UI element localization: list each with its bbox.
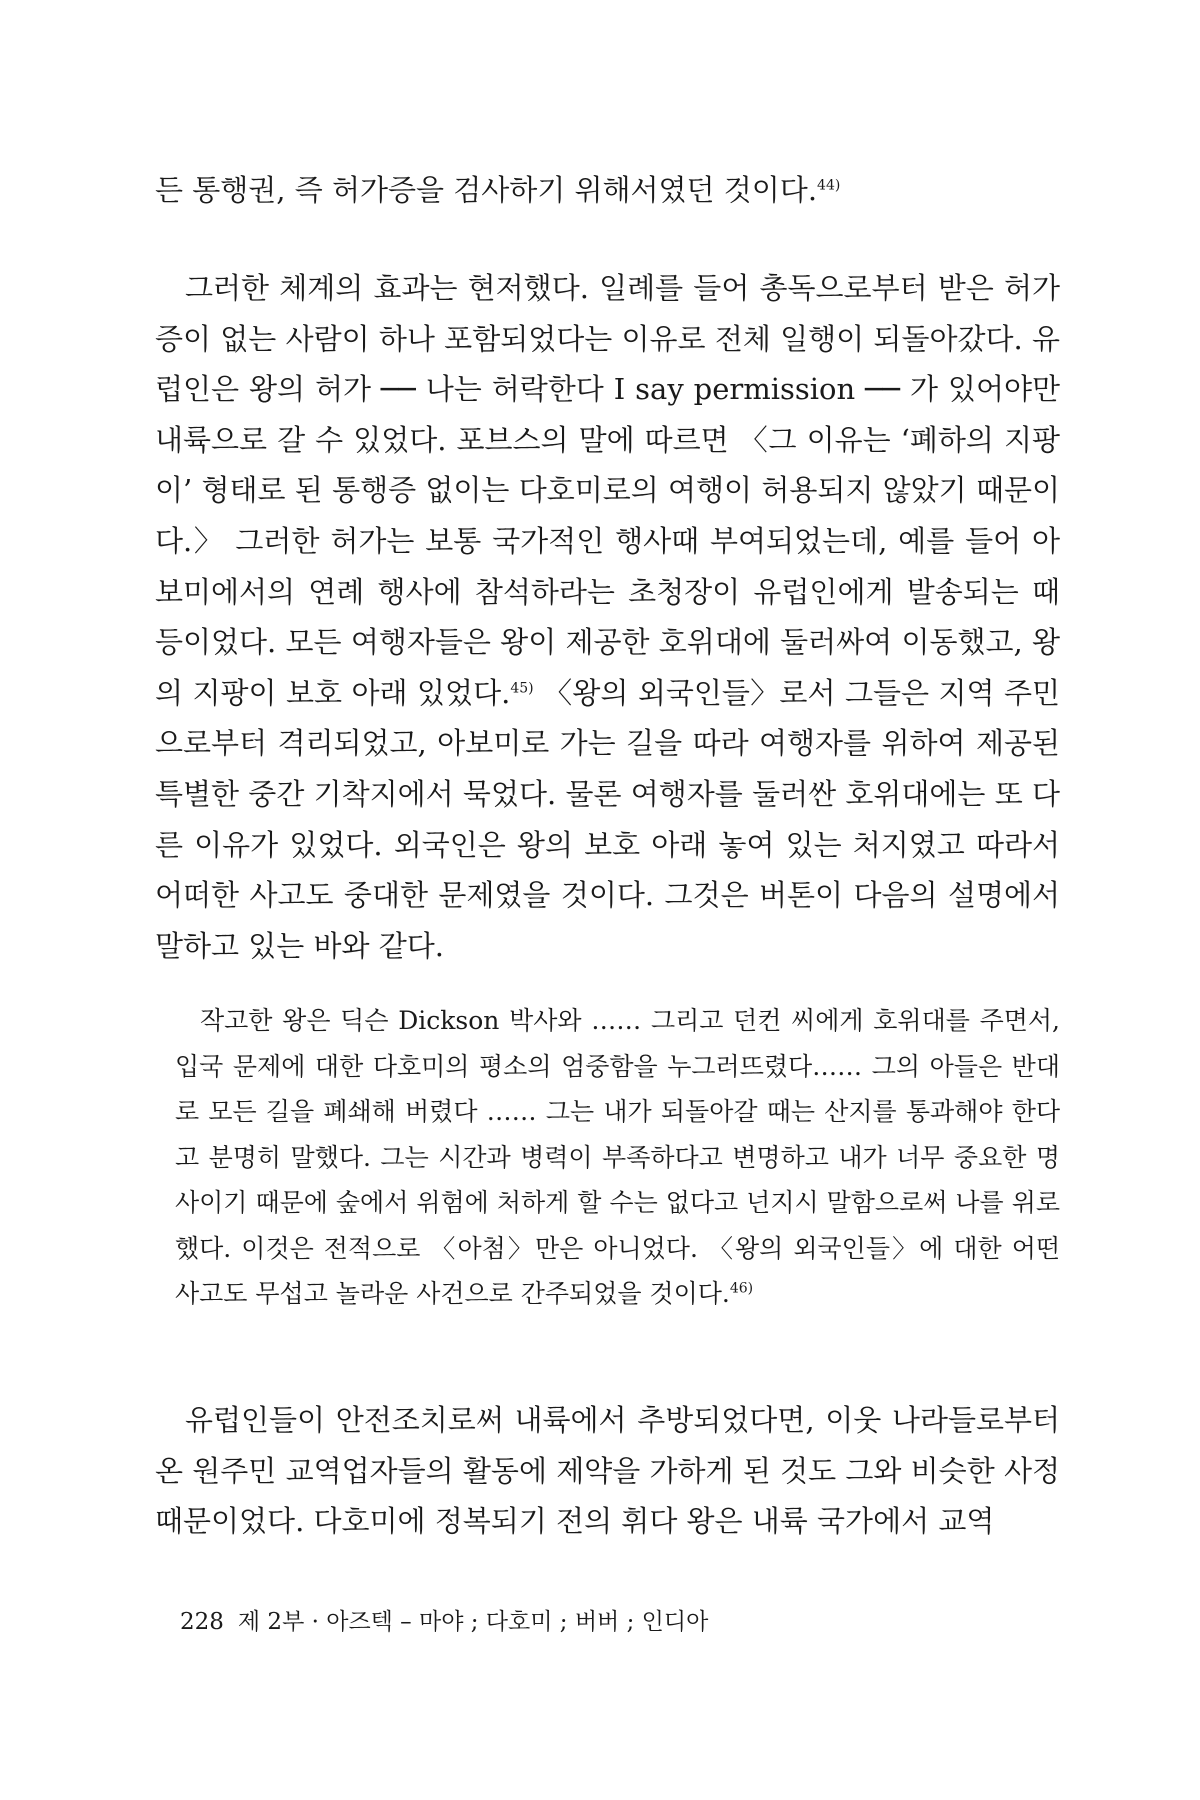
block-quote [175,998,1060,1317]
top-fragment-text: 든 통행권, 즉 허가증을 검사하기 위해서였던 것이다. [155,173,818,207]
top-fragment-paragraph [155,165,1060,216]
paragraph-1-text-b: 〈왕의 외국인들〉로서 그들은 지역 주민으로부터 격리되었고, 아보미로 가는 길을 따라 여행자를 위하여 제공된 특별한 중간 기착지에서 묵었다. 물론 여행자를 둘러싼 호위대에는 또 다른 이유가 있었다. 외국인은 왕의 보호 아래 놓여 있는 처지였고 따라서 어떠한 사고도 중대한 문제였을 것이다. 그것은 버톤이 다음의 설명에서 말하고 있는 바와 같다. [155,675,1060,963]
paragraph-2-text: 유럽인들이 안전조치로써 내륙에서 추방되었다면, 이웃 나라들로부터 온 원주민 교역업자들의 활동에 제약을 가하게 된 것도 그와 비슷한 사정 때문이었다. 다호미에 정복되기 전의 휘다 왕은 내륙 국가에서 교역 [155,1403,1060,1539]
footnote-marker-46: 46) [729,1280,754,1297]
page-number: 228 [180,1609,224,1635]
body-paragraph-1 [155,263,1060,971]
section-title: 제 2부 · 아즈텍 – 마야 ; 다호미 ; 버버 ; 인디아 [237,1609,709,1635]
block-quote-text: 작고한 왕은 딕슨 Dickson 박사와 …… 그리고 던컨 씨에게 호위대를 주면서, 입국 문제에 대한 다호미의 평소의 엄중함을 누그러뜨렸다…… 그의 아들은 반대로 모든 길을 폐쇄해 버렸다 …… 그는 내가 되돌아갈 때는 산지를 통과해야 한다고 분명히 말했다. 그는 시간과 병력이 부족하다고 변명하고 내가 너무 중요한 명사이기 때문에 숲에서 위험에 처하게 할 수는 없다고 넌지시 말함으로써 나를 위로했다. 이것은 전적으로 〈아첨〉만은 아니었다. 〈왕의 외국인들〉에 대한 어떤 사고도 무섭고 놀라운 사건으로 간주되었을 것이다. [175,1006,1060,1308]
body-paragraph-2 [155,1395,1060,1547]
running-footer [180,1607,722,1637]
paragraph-1-text-a: 그러한 체계의 효과는 현저했다. 일례를 들어 총독으로부터 받은 허가증이 없는 사람이 하나 포함되었다는 이유로 전체 일행이 되돌아갔다. 유럽인은 왕의 허가 ── 나는 허락한다 I say permission ── 가 있어야만 내륙으로 갈 수 있었다. 포브스의 말에 따르면 〈그 이유는 ‘폐하의 지팡이’ 형태로 된 통행증 없이는 다호미로의 여행이 허용되지 않았기 때문이다.〉 그러한 허가는 보통 국가적인 행사때 부여되었는데, 예를 들어 아보미에서의 연례 행사에 참석하라는 초청장이 유럽인에게 발송되는 때 등이었다. 모든 여행자들은 왕이 제공한 호위대에 둘러싸여 이동했고, 왕의 지팡이 보호 아래 있었다. [155,271,1060,710]
footnote-marker-44: 44) [817,177,841,194]
footnote-marker-45: 45) [510,680,534,697]
